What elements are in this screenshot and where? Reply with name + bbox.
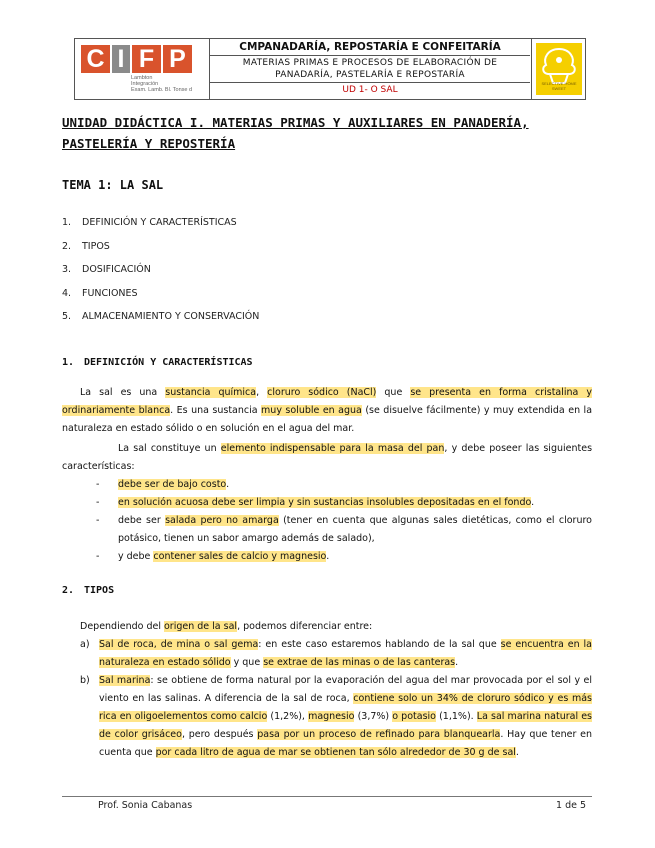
text-run: . (515, 747, 519, 758)
badge-caption: SELECTIVE HOME SWEET (541, 81, 577, 91)
toc-item: 2. TIPOS (62, 240, 110, 252)
badge-logo (531, 39, 586, 99)
logo-letter-p: P (163, 45, 192, 73)
text-run: (1,1%). (435, 711, 477, 722)
table-of-contents (62, 215, 259, 333)
highlighted-text: se extrae de las minas o de las canteras (263, 657, 456, 668)
text-run: debe ser (118, 515, 166, 526)
highlighted-text: pasa por un proceso de refinado para blanquearla (257, 729, 501, 740)
logo-letter-f: F (132, 45, 161, 73)
footer-page-number: 1 de 5 (556, 800, 587, 811)
text-run: . (531, 497, 535, 508)
highlighted-text: debe ser de bajo costo (118, 479, 227, 490)
logo-letter-c: C (81, 45, 110, 73)
logo-letter-i: I (112, 45, 130, 73)
highlighted-text: elemento indispensable para la masa del pan (220, 443, 445, 454)
text-run: , podemos diferenciar entre: (237, 621, 373, 632)
highlighted-text: muy soluble en agua (261, 405, 362, 416)
section-1-paragraph-2 (62, 440, 592, 476)
section-1-heading: 1. DEFINICIÓN Y CARACTERÍSTICAS (62, 357, 253, 368)
toc-item: 5. ALMACENAMIENTO Y CONSERVACIÓN (62, 311, 260, 322)
footer-author: Prof. Sonia Cabanas (98, 800, 193, 811)
highlighted-text: La sal marina natural es de color grisáceo (99, 711, 593, 740)
highlighted-text: se encuentra en la naturaleza en estado sólido (99, 639, 592, 668)
tema-heading: TEMA 1: LA SAL (62, 178, 164, 192)
section-2-intro (62, 618, 592, 636)
section-2-heading: 2. TIPOS (62, 585, 115, 596)
text-run: Dependiendo del (80, 621, 164, 632)
footer-divider (62, 796, 592, 797)
text-run: . (455, 657, 459, 668)
logo-subtitle: Lambton Integración Exam. Lamb. Bl. Tonse d (131, 75, 193, 93)
toc-item: 4. FUNCIONES (62, 287, 138, 299)
text-run: (tener en cuenta que algunas sales dietéticas, como el cloruro potásico, tienen un sabor amargo además de salado), (118, 515, 592, 544)
list-item: - debe ser de bajo costo. (96, 479, 230, 490)
highlighted-text: se presenta en forma cristalina y ordinariamente blanca (62, 387, 593, 416)
text-run: La sal constituye un (118, 443, 221, 454)
list-item: b) Sal marina: se obtiene de forma natural por la evaporación del agua del mar provocada por el sol y el viento en las salinas. A diferencia de la sal de roca, contiene solo un 34% de cloruro sódico y es más rica en oligoelementos como calcio (1,2%), magnesio (3,7%) o potasio (1,1%). La sal marina natural es de color grisáceo, pero después pasa por un proceso de refinado para blanquearla. Hay que tener en cuenta que por cada litro de agua de mar se obtienen tan sólo alrededor de 30 g de sal. (80, 675, 593, 758)
highlighted-text: por cada litro de agua de mar se obtienen tan sólo alrededor de 30 g de sal (155, 747, 516, 758)
text-run: (3,7%) (354, 711, 393, 722)
list-item: a) Sal de roca, de mina o sal gema: en este caso estaremos hablando de la sal que se encuentra en la naturaleza en estado sólido y que se extrae de las minas o de las canteras. (80, 639, 592, 668)
highlighted-text: cloruro sódico (NaCl) (267, 387, 377, 398)
badge-box (536, 43, 582, 95)
highlighted-text: o potasio (392, 711, 436, 722)
highlighted-text: contener sales de calcio y magnesio (153, 551, 327, 562)
section-1-paragraph-1 (62, 384, 592, 438)
text-run: y debe (118, 551, 154, 562)
highlighted-text: salada pero no amarga (165, 515, 279, 526)
document-header (74, 38, 586, 100)
text-run: La sal es una (80, 387, 166, 398)
highlighted-text: origen de la sal (164, 621, 238, 632)
text-run: . (326, 551, 330, 562)
text-run: : en este caso estaremos hablando de la sal que (258, 639, 501, 650)
list-item: - y debe contener sales de calcio y magnesio. (96, 551, 330, 562)
text-run: , y debe poseer las siguientes características: (62, 443, 593, 472)
list-item: - debe ser salada pero no amarga (tener en cuenta que algunas sales dietéticas, como el cloruro potásico, tienen un sabor amargo además de salado), (96, 515, 592, 544)
highlighted-text: Sal marina (99, 675, 151, 686)
module-name: MATERIAS PRIMAS E PROCESOS DE ELABORACIÓN DE PANADARÍA, PASTELARÍA E REPOSTARÍA (210, 56, 530, 83)
unit-label: UD 1- O SAL (342, 85, 398, 95)
toc-item: 1. DEFINICIÓN Y CARACTERÍSTICAS (62, 217, 237, 228)
list-item: - en solución acuosa debe ser limpia y sin sustancias insolubles depositadas en el fondo. (96, 497, 535, 508)
text-run: . (226, 479, 230, 490)
highlighted-text: sustancia química (165, 387, 257, 398)
center-name: CMPANADARÍA, REPOSTARÍA E CONFEITARÍA (210, 39, 530, 56)
header-titles (210, 39, 530, 99)
cifp-logo (75, 39, 210, 99)
text-run: , (256, 387, 268, 398)
text-run: que (376, 387, 411, 398)
text-run: . Hay que tener en cuenta que (99, 729, 592, 758)
page-title: UNIDAD DIDÁCTICA I. MATERIAS PRIMAS Y AUXILIARES EN PANADERÍA, PASTELERÍA Y REPOSTERÍA (62, 115, 529, 151)
text-run: y que (230, 657, 264, 668)
text-run: . Es una sustancia (170, 405, 262, 416)
text-run: : se obtiene de forma natural por la evaporación del agua del mar provocada por el sol y el viento en las salinas. A diferencia de la sal de roca, (99, 675, 592, 704)
text-run: (se disuelve fácilmente) y muy extendida en la naturaleza en estado sólido o en solución en el agua del mar. (62, 405, 593, 434)
highlighted-text: en solución acuosa debe ser limpia y sin sustancias insolubles depositadas en el fondo (118, 497, 532, 508)
toc-item: 3. DOSIFICACIÓN (62, 264, 151, 275)
text-run: (1,2%), (267, 711, 309, 722)
highlighted-text: contiene solo un 34% de cloruro sódico y es más rica en oligoelementos como calcio (99, 693, 592, 722)
highlighted-text: magnesio (308, 711, 355, 722)
highlighted-text: Sal de roca, de mina o sal gema (99, 639, 259, 650)
text-run: , pero después (181, 729, 258, 740)
